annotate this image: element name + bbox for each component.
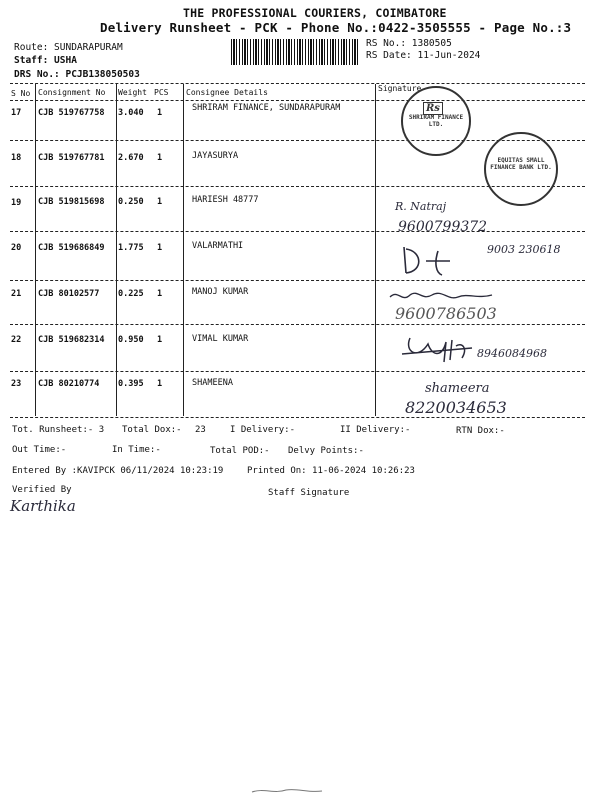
company-name: THE PROFESSIONAL COURIERS, COIMBATORE (183, 6, 447, 20)
col-divider (35, 84, 36, 416)
row-consignment: CJB 519767758 (38, 108, 105, 118)
table-top-rule (10, 83, 585, 84)
signature-mark (388, 287, 498, 305)
handwritten-phone: 8946084968 (477, 347, 547, 360)
verified-by-label: Verified By (12, 485, 72, 495)
row-sno: 20 (11, 243, 22, 253)
col-header-pcs: PCS (154, 88, 169, 97)
row-consignment: CJB 80210774 (38, 379, 100, 389)
ii-delivery-label: II Delivery:- (340, 425, 411, 435)
row-sno: 17 (11, 108, 22, 118)
row-consignee: SHAMEENA (192, 378, 233, 388)
row-consignment: CJB 80102577 (38, 289, 100, 299)
i-delivery-label: I Delivery:- (230, 425, 296, 435)
stamp-signature: Rs (423, 102, 443, 115)
row-pcs: 1 (157, 289, 163, 299)
row-consignee: SHRIRAM FINANCE, SUNDARAPURAM (192, 103, 341, 113)
col-divider (375, 84, 376, 416)
col-header-weight: Weight (118, 88, 147, 97)
row-consignment: CJB 519815698 (38, 197, 105, 207)
handwritten-phone: 9600799372 (398, 219, 488, 235)
row-rule (10, 280, 585, 281)
row-consignee: JAYASURYA (192, 151, 239, 161)
total-dox-value: 23 (195, 425, 206, 435)
handwritten-phone: 9600786503 (395, 304, 497, 323)
row-weight: 0.225 (118, 289, 144, 299)
row-weight: 0.250 (118, 197, 144, 207)
row-sno: 22 (11, 335, 22, 345)
row-pcs: 1 (157, 243, 163, 253)
col-header-sno: S No (11, 89, 31, 98)
col-header-consignment: Consignment No (38, 88, 106, 97)
row-consignee: HARIESH 48777 (192, 195, 259, 205)
drs-number: DRS No.: PCJB138050503 (14, 69, 140, 80)
table-bottom-rule (10, 417, 585, 418)
row-rule (10, 324, 585, 325)
row-consignment: CJB 519767781 (38, 153, 105, 163)
barcode (231, 39, 359, 65)
row-rule (10, 371, 585, 372)
row-sno: 19 (11, 198, 22, 208)
handwritten-phone: 8220034653 (405, 398, 507, 417)
row-pcs: 1 (157, 335, 163, 345)
col-divider (116, 84, 117, 416)
signature-mark (398, 243, 458, 279)
row-pcs: 1 (157, 379, 163, 389)
signature-mark (398, 334, 478, 364)
route-label: Route: SUNDARAPURAM (14, 42, 123, 53)
row-consignment: CJB 519686849 (38, 243, 105, 253)
total-dox-label: Total Dox:- (122, 425, 182, 435)
rs-number: RS No.: 1380505 (366, 38, 452, 49)
row-weight: 1.775 (118, 243, 144, 253)
stamp-text: SHRIRAM FINANCE LTD. (408, 114, 464, 128)
row-consignee: VALARMATHI (192, 241, 244, 251)
handwritten-name: shameera (425, 381, 490, 396)
handwritten-name: R. Natraj (395, 200, 447, 213)
row-pcs: 1 (157, 197, 163, 207)
printed-on: Printed On: 11-06-2024 10:26:23 (247, 466, 415, 476)
row-weight: 3.040 (118, 108, 144, 118)
row-consignee: VIMAL KUMAR (192, 334, 249, 344)
equitas-stamp (484, 132, 558, 206)
entered-by: Entered By :KAVIPCK 06/11/2024 10:23:19 (12, 466, 224, 476)
verifier-signature: Karthika (10, 497, 76, 515)
row-sno: 18 (11, 153, 22, 163)
row-pcs: 1 (157, 153, 163, 163)
row-weight: 0.395 (118, 379, 144, 389)
handwritten-phone: 9003 230618 (487, 243, 561, 256)
delvy-points-label: Delvy Points:- (288, 446, 364, 456)
col-divider (183, 84, 184, 416)
col-header-consignee: Consignee Details (186, 88, 268, 97)
stamp-text: EQUITAS SMALL FINANCE BANK LTD. (490, 157, 552, 171)
row-consignee: MANOJ KUMAR (192, 287, 249, 297)
col-header-signature: Signature (378, 84, 422, 93)
row-weight: 0.950 (118, 335, 144, 345)
row-weight: 2.670 (118, 153, 144, 163)
staff-label: Staff: USHA (14, 55, 77, 66)
row-sno: 21 (11, 289, 22, 299)
table-header-rule (10, 100, 585, 101)
rs-date: RS Date: 11-Jun-2024 (366, 50, 481, 61)
scan-mark (250, 786, 330, 796)
rtn-dox-label: RTN Dox:- (456, 426, 505, 436)
row-sno: 23 (11, 379, 22, 389)
total-runsheet: Tot. Runsheet:- 3 (12, 425, 105, 435)
row-pcs: 1 (157, 108, 163, 118)
row-consignment: CJB 519682314 (38, 335, 105, 345)
shriram-stamp (401, 86, 471, 156)
total-pod-label: Total POD:- (210, 446, 270, 456)
row-rule (10, 231, 585, 232)
runsheet-title: Delivery Runsheet - PCK - Phone No.:0422-3505555 - Page No.:3 (100, 20, 572, 35)
out-time-label: Out Time:- (12, 445, 67, 455)
staff-signature-label: Staff Signature (268, 488, 350, 498)
in-time-label: In Time:- (112, 445, 161, 455)
